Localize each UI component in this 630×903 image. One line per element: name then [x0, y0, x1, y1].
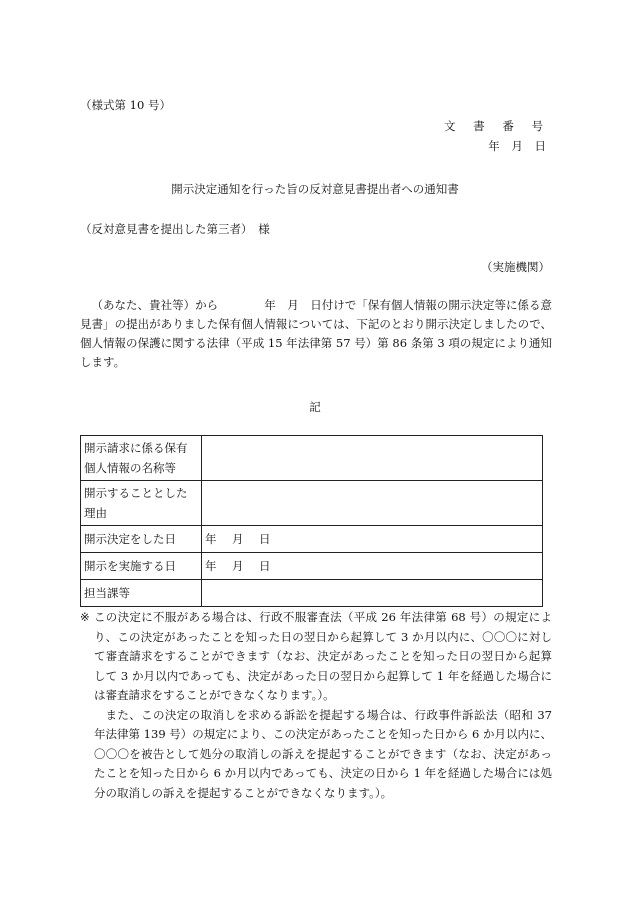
row-label-info-name: 開示請求に係る保有個人情報の名称等 — [81, 436, 202, 481]
table-row — [81, 436, 543, 481]
document-number: 文 書 番 号 — [444, 119, 550, 133]
issuer-line: （実施機関） — [481, 260, 550, 274]
row-label-reason: 開示することとした理由 — [81, 481, 202, 526]
row-value-decision-date: 年 月 日 — [202, 526, 543, 553]
note-mark: ※ — [80, 610, 90, 624]
row-label-decision-date: 開示決定をした日 — [81, 526, 202, 553]
row-value-reason — [202, 481, 543, 526]
info-table — [80, 435, 543, 607]
document-title: 開示決定通知を行った旨の反対意見書提出者への通知書 — [171, 182, 459, 196]
body-text — [80, 296, 552, 372]
row-value-implementation-date: 年 月 日 — [202, 553, 543, 580]
form-number: （様式第 10 号） — [80, 98, 171, 112]
row-value-department — [202, 580, 543, 607]
recipient-line: （反対意見書を提出した第三者） 様 — [80, 222, 270, 236]
table-row — [81, 580, 543, 607]
ki-heading: 記 — [309, 400, 321, 414]
row-value-info-name — [202, 436, 543, 481]
row-label-department: 担当課等 — [81, 580, 202, 607]
table-row — [81, 481, 543, 526]
appeal-note — [80, 608, 552, 803]
note-paragraph-lawsuit: また、この決定の取消しを求める訴訟を提起する場合は、行政事件訴訟法（昭和 37 年法律第 139 号）の規定により、この決定があったことを知った日から 6 か月以内に、〇〇〇を被告として処分の取消しの訴えを提起することができます（なお、決定があったことを知った日から 6 か月以内であっても、決定の日から 1 年を経過した場合には処分の取消しの訴えを提起することができなくなります。）。 — [94, 707, 552, 800]
table-row — [81, 553, 543, 580]
body-paragraph: （あなた、貴社等）から 年 月 日付けで「保有個人情報の開示決定等に係る意見書」の提出がありました保有個人情報については、下記のとおり開示決定しましたので、個人情報の保護に関する法律（平成 15 年法律第 57 号）第 86 条第 3 項の規定により通知します。 — [80, 298, 552, 369]
note-paragraph-review: この決定に不服がある場合は、行政不服審査法（平成 26 年法律第 68 号）の規定により、この決定があったことを知った日の翌日から起算して 3 か月以内に、〇〇〇に対して審査請求をすることができます（なお、決定があったことを知った日の翌日から起算して 3 か月以内であっても、決定があった日の翌日から起算して 1 年を経過した場合には審査請求をすることができなくなります。）。 — [94, 610, 552, 702]
table-row — [81, 526, 543, 553]
document-date: 年 月 日 — [488, 139, 550, 153]
row-label-implementation-date: 開示を実施する日 — [81, 553, 202, 580]
